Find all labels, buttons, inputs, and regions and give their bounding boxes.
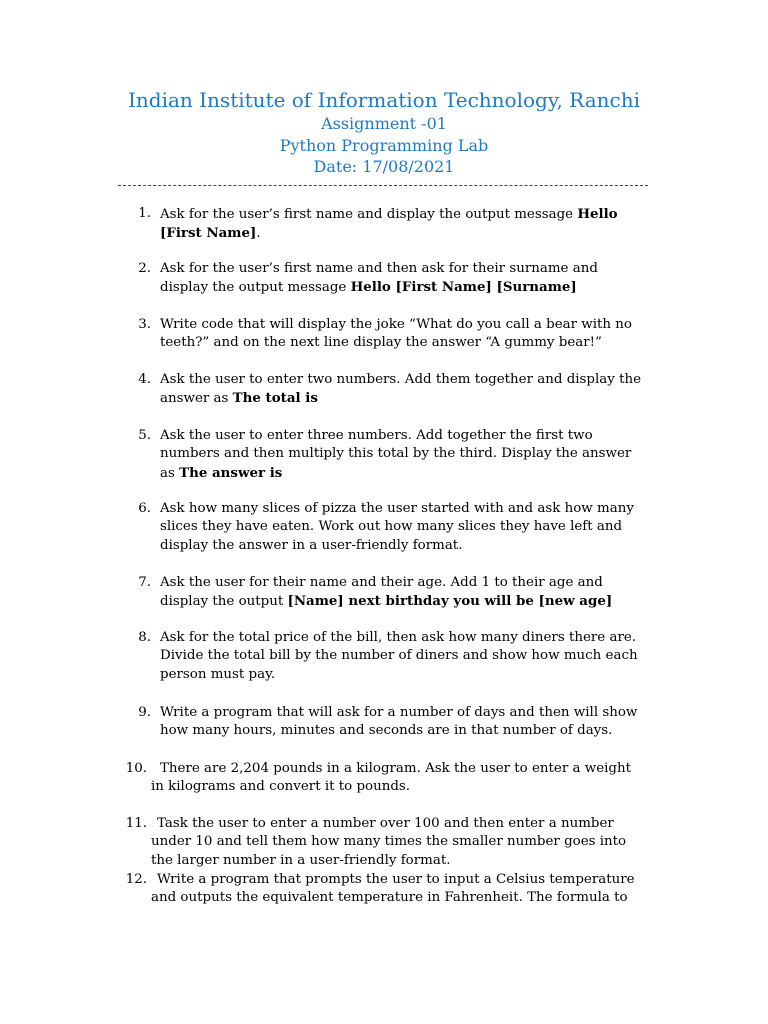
header-divider [118, 185, 648, 186]
question-number: 10. [125, 761, 147, 776]
question-text: Task the user to enter a number over 100 and then enter a number under 10 and tell them how many times the smaller number goes into the larger number in a user-friendly format. [151, 816, 627, 868]
question-text: Write a program that prompts the user to input a Celsius temperature and outputs the equivalent temperature in Fahrenheit. The formula to [151, 872, 635, 906]
institute-name: Indian Institute of Information Technology, Ranchi [128, 88, 640, 112]
question-number: 3. [138, 317, 151, 332]
question-number: 5. [138, 428, 151, 443]
question-number: 9. [138, 705, 151, 720]
question-text: Ask the user for their name and their age. Add 1 to their age and display the output [Name] next birthday you will be [new age] [160, 575, 613, 610]
question-text: Write a program that will ask for a number of days and then will show how many hours, minutes and seconds are in that number of days. [160, 705, 638, 739]
question-number: 8. [138, 630, 151, 645]
question-text: Write code that will display the joke “What do you call a bear with no teeth?” and on the next line display the answer “A gummy bear!” [160, 317, 632, 351]
question-text: There are 2,204 pounds in a kilogram. Ask the user to enter a weight in kilograms and convert it to pounds. [151, 761, 631, 795]
question-text: Ask the user to enter two numbers. Add them together and display the answer as The total is [160, 372, 642, 407]
question-text: Ask how many slices of pizza the user started with and ask how many slices they have eaten. Work out how many slices they have left and display the answer in a user-friendly format. [160, 501, 634, 553]
question-text: Ask for the user’s first name and display the output message Hello [First Name]. [160, 206, 618, 242]
question-text: Ask the user to enter three numbers. Add together the first two numbers and then multiply this total by the third. Display the answer as The answer is [160, 428, 632, 481]
question-number: 1. [138, 206, 151, 221]
question-number: 6. [138, 501, 151, 516]
question-text: Ask for the user’s first name and then ask for their surname and display the output message Hello [First Name] [Surname] [160, 261, 598, 296]
course-name: Python Programming Lab [279, 136, 489, 155]
question-number: 11. [125, 816, 147, 831]
question-number: 4. [138, 372, 151, 387]
question-text: Ask for the total price of the bill, then ask how many diners there are. Divide the total bill by the number of diners and show how much each person must pay. [160, 630, 638, 682]
assignment-number: Assignment -01 [321, 114, 447, 133]
question-number: 7. [138, 575, 151, 590]
question-number: 12. [125, 872, 147, 887]
question-number: 2. [138, 261, 151, 276]
assignment-date: Date: 17/08/2021 [313, 157, 455, 176]
